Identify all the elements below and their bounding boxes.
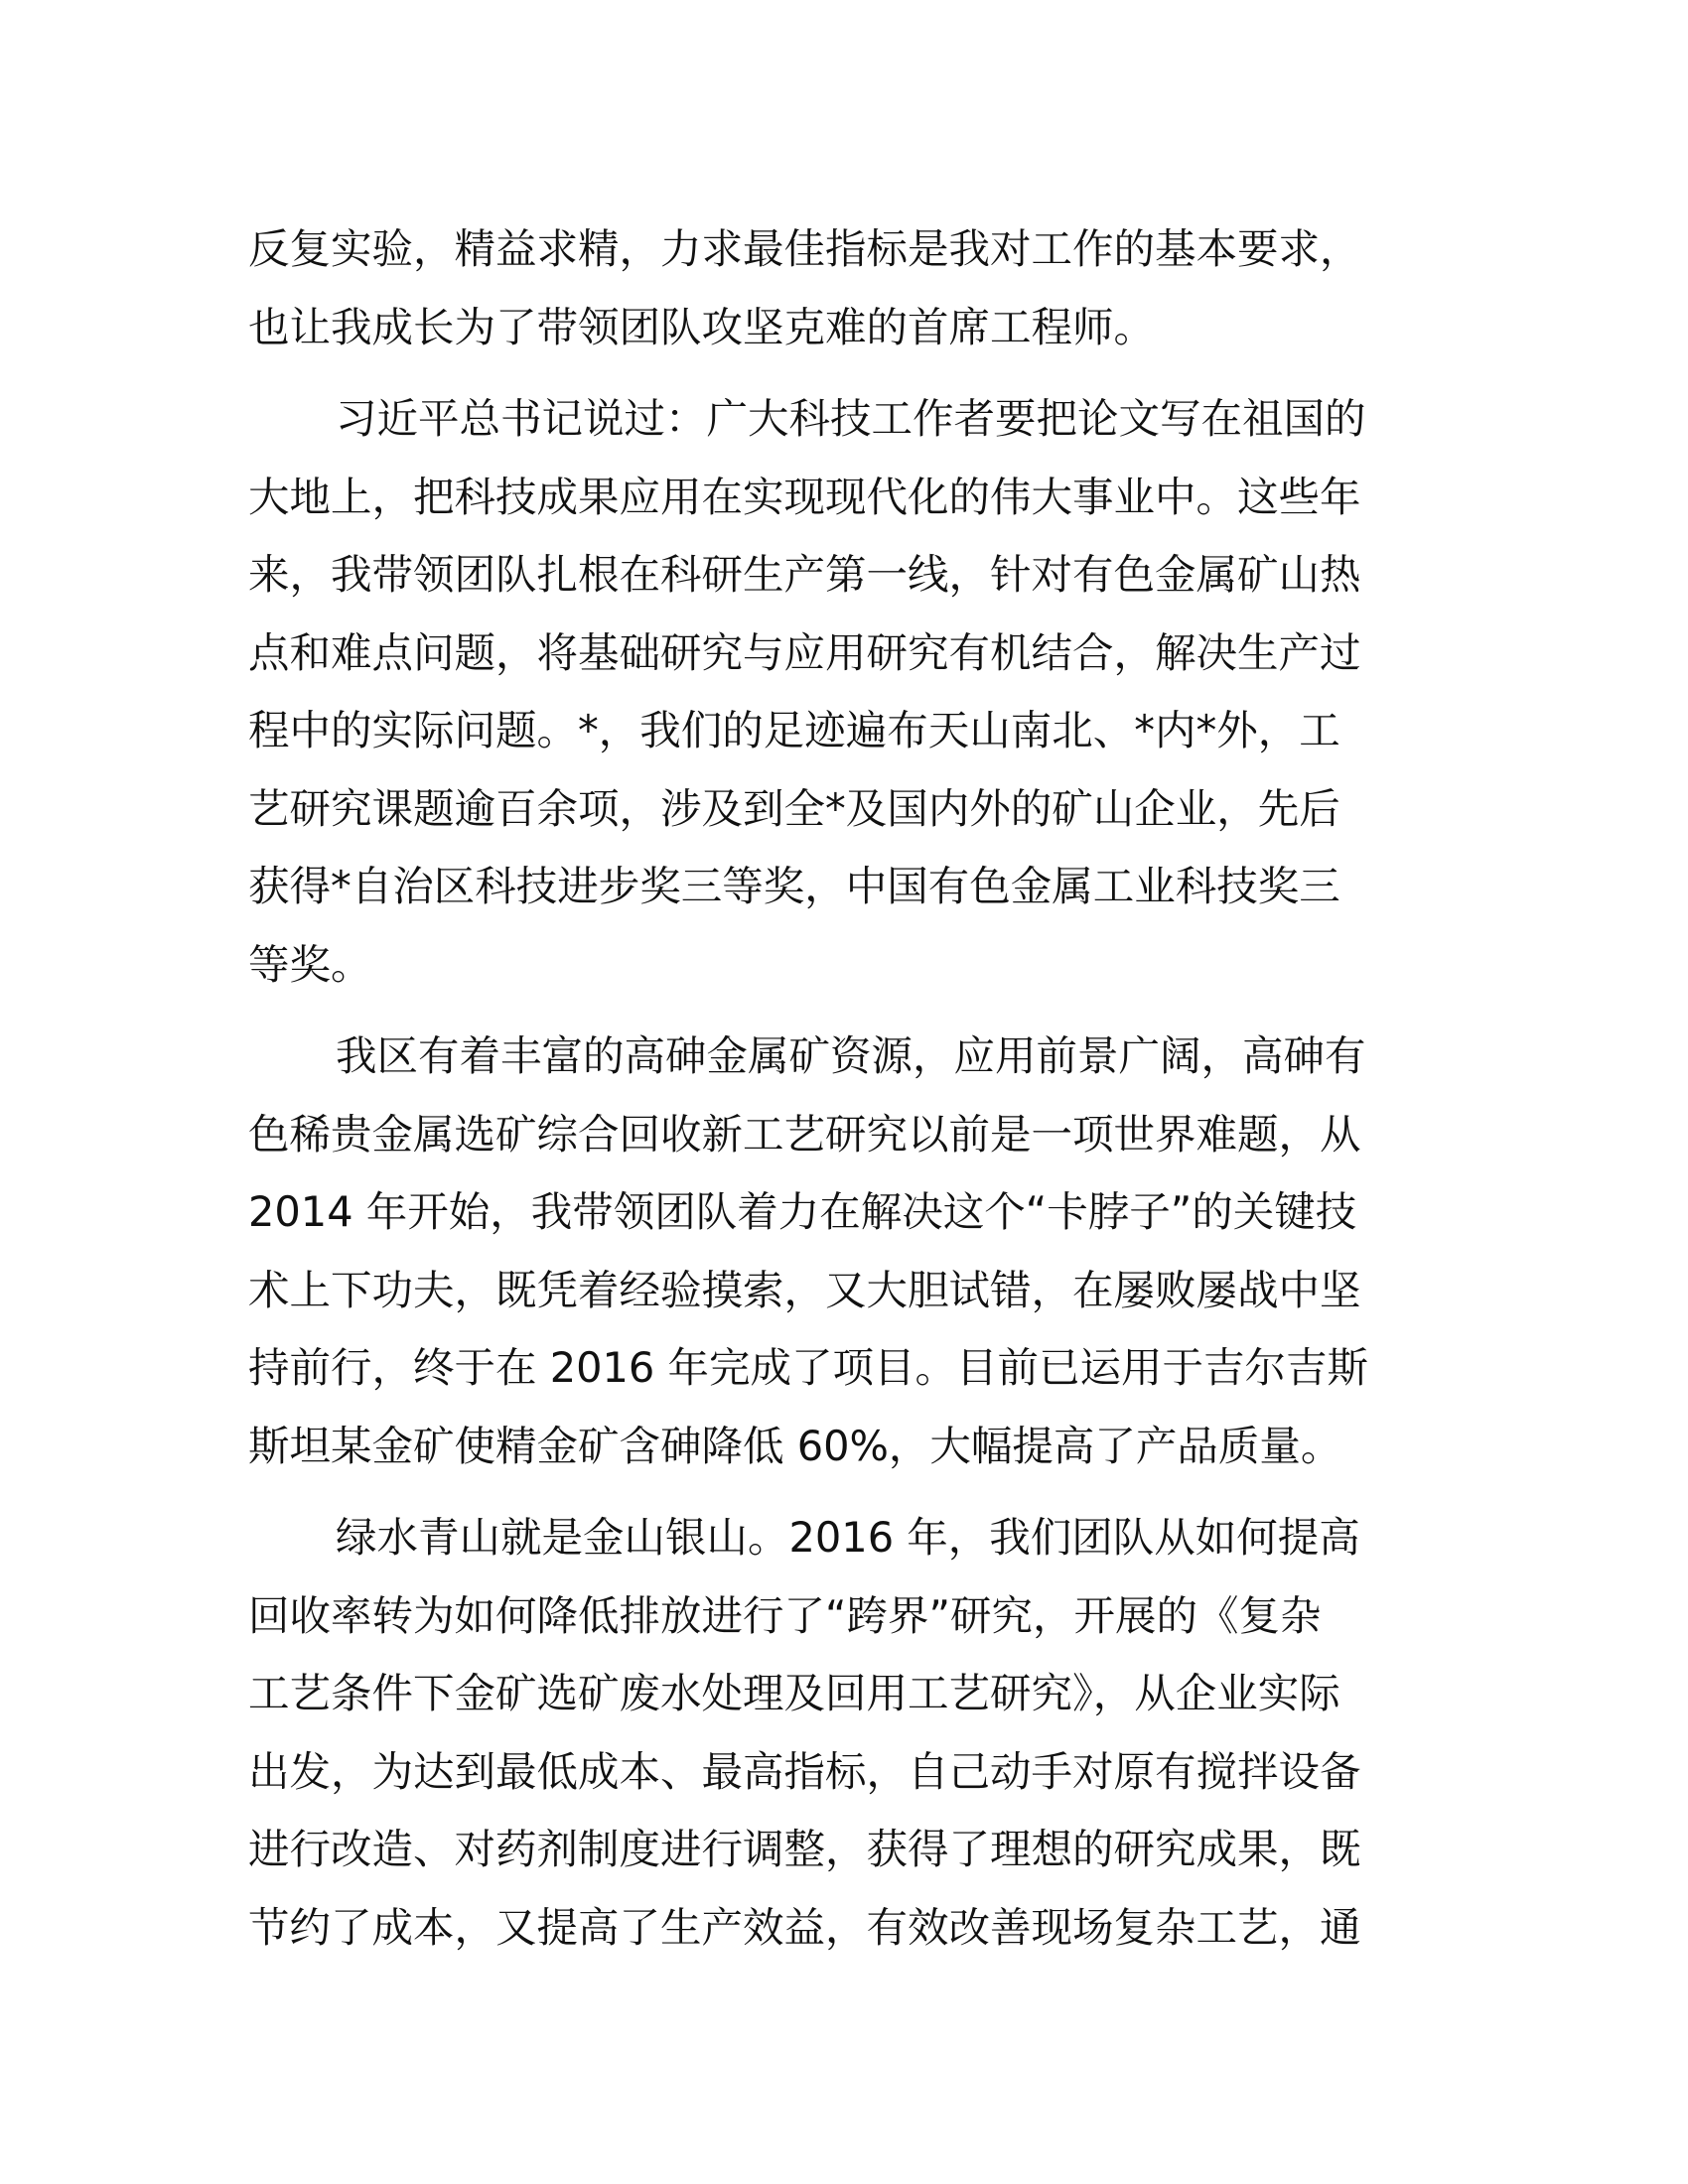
paragraph (248, 380, 1435, 1004)
text-line: 2014 年开始，我带领团队着力在解决这个“卡脖子”的关键技 (248, 1187, 1357, 1236)
paragraph (248, 1499, 1435, 1967)
text-line: 持前行，终于在 2016 年完成了项目。目前已运用于吉尔吉斯 (248, 1343, 1368, 1392)
text-line: 艺研究课题逾百余项，涉及到全*及国内外的矿山企业，先后 (248, 783, 1340, 833)
paragraph (248, 1018, 1435, 1485)
text-line: 色稀贵金属选矿综合回收新工艺研究以前是一项世界难题，从 (248, 1109, 1361, 1159)
text-line: 反复实验，精益求精，力求最佳指标是我对工作的基本要求， (248, 224, 1361, 273)
text-line: 节约了成本，又提高了生产效益，有效改善现场复杂工艺，通 (248, 1902, 1361, 1952)
text-line: 来，我带领团队扎根在科研生产第一线，针对有色金属矿山热 (248, 550, 1361, 599)
text-line: 术上下功夫，既凭着经验摸索，又大胆试错，在屡败屡战中坚 (248, 1265, 1361, 1314)
text-line: 习近平总书记说过：广大科技工作者要把论文写在祖国的 (336, 394, 1366, 443)
text-line: 也让我成长为了带领团队攻坚克难的首席工程师。 (248, 302, 1156, 351)
paragraph (248, 210, 1435, 366)
body-text (248, 210, 1435, 1967)
text-line: 点和难点问题，将基础研究与应用研究有机结合，解决生产过 (248, 627, 1361, 677)
paragraph-gap (248, 366, 1435, 380)
text-line: 获得*自治区科技进步奖三等奖，中国有色金属工业科技奖三 (248, 862, 1340, 910)
text-line: 回收率转为如何降低排放进行了“跨界”研究，开展的《复杂 (248, 1590, 1322, 1640)
text-line: 我区有着丰富的高砷金属矿资源，应用前景广阔，高砷有 (336, 1031, 1366, 1080)
text-line: 进行改造、对药剂制度进行调整，获得了理想的研究成果，既 (248, 1825, 1361, 1873)
text-line: 工艺条件下金矿选矿废水处理及回用工艺研究》，从企业实际 (248, 1669, 1340, 1717)
text-line: 绿水青山就是金山银山。2016 年，我们团队从如何提高 (336, 1513, 1360, 1562)
text-line: 程中的实际问题。*，我们的足迹遍布天山南北、*内*外，工 (248, 706, 1340, 754)
text-line: 大地上，把科技成果应用在实现现代化的伟大事业中。这些年 (248, 472, 1361, 521)
paragraph-gap (248, 1004, 1435, 1018)
text-line: 等奖。 (248, 939, 372, 989)
text-line: 斯坦某金矿使精金矿含砷降低 60%，大幅提高了产品质量。 (248, 1421, 1342, 1470)
text-line: 出发，为达到最低成本、最高指标，自己动手对原有搅拌设备 (248, 1746, 1361, 1796)
paragraph-gap (248, 1485, 1435, 1499)
